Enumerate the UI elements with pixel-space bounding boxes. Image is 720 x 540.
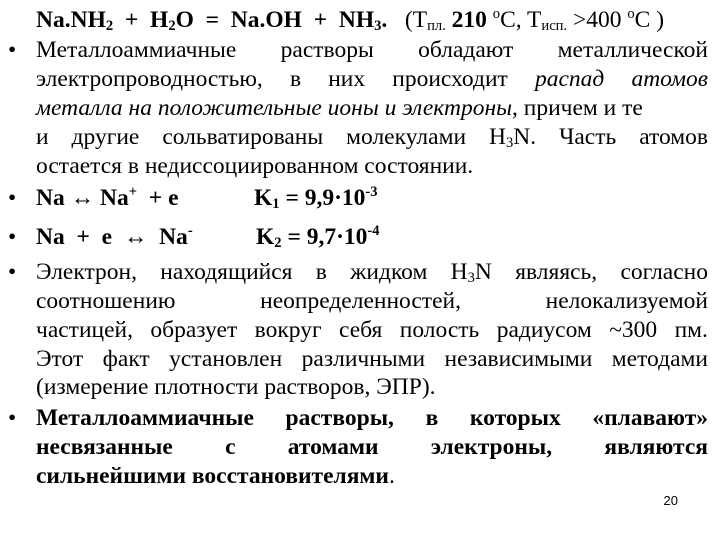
equilibrium-ionization: Na ↔ Na+ + e xyxy=(36,184,179,211)
text-line: Этот факт установлен различными независимыми методами xyxy=(36,346,708,372)
double-arrow-icon: ↔ xyxy=(70,185,95,211)
text-line: и другие сольватированы молекулами $H_3N$. Часть атомов xyxy=(36,124,708,151)
reaction-equation xyxy=(36,6,664,34)
bullet-4: • xyxy=(8,259,17,285)
bullet-5: • xyxy=(8,405,17,431)
text-line: остается в недиссоциированном состоянии. xyxy=(36,153,474,179)
text-line: металла на положительные ионы и электроны, причем и те xyxy=(36,95,643,121)
double-arrow-icon: ↔ xyxy=(123,224,148,250)
product-nh3: $NH_3$. xyxy=(338,7,388,34)
equals-sign: = xyxy=(205,7,220,33)
text-line: Металлоаммиачные растворы, в которых «плавают» xyxy=(36,405,708,431)
bullet-2: • xyxy=(8,185,17,211)
text-line: Электрон, находящийся в жидком $H_3N$ являясь, согласно xyxy=(36,259,708,286)
formula-h3n: $H_3N$ xyxy=(450,259,492,286)
text-line: частицей, образует вокруг себя полость радиусом ~300 пм. xyxy=(36,317,708,343)
bullet-3: • xyxy=(8,224,17,250)
text-line: соотношению неопределенностей, нелокализуемой xyxy=(36,288,708,314)
reactant-nanh2: $Na.NH_2$ xyxy=(36,7,114,34)
text-line: несвязанные с атомами электроны, являются xyxy=(36,434,708,460)
bullet-1: • xyxy=(8,37,17,63)
text-line: сильнейшими восстановителями. xyxy=(36,463,395,489)
product-naoh: Na.OH xyxy=(230,7,302,33)
formula-h3n: $H_3N$. xyxy=(489,124,537,151)
text-line: Металлоаммиачные растворы обладают металлической xyxy=(36,37,708,63)
plus-sign-2: + xyxy=(313,7,328,33)
reactant-h2o: $H_2O$ xyxy=(150,7,194,34)
conditions: ($T_{пл.}$ 210 $^o$C, $T_{исп.} >400$ $^o$C ) xyxy=(404,6,665,34)
equilibrium-anion: Na + e ↔ Na- xyxy=(36,223,193,250)
text-line: (измерение плотности растворов, ЭПР). xyxy=(36,374,436,400)
text-line: электропроводностью, в них происходит распад атомов xyxy=(36,66,708,92)
page-number: 20 xyxy=(663,493,678,508)
constant-k1: $K_1 = 9,9\cdot 10^{-3}$ xyxy=(254,184,378,212)
plus-sign: + xyxy=(124,7,139,33)
constant-k2: $K_2 = 9,7\cdot 10^{-4}$ xyxy=(256,223,380,251)
